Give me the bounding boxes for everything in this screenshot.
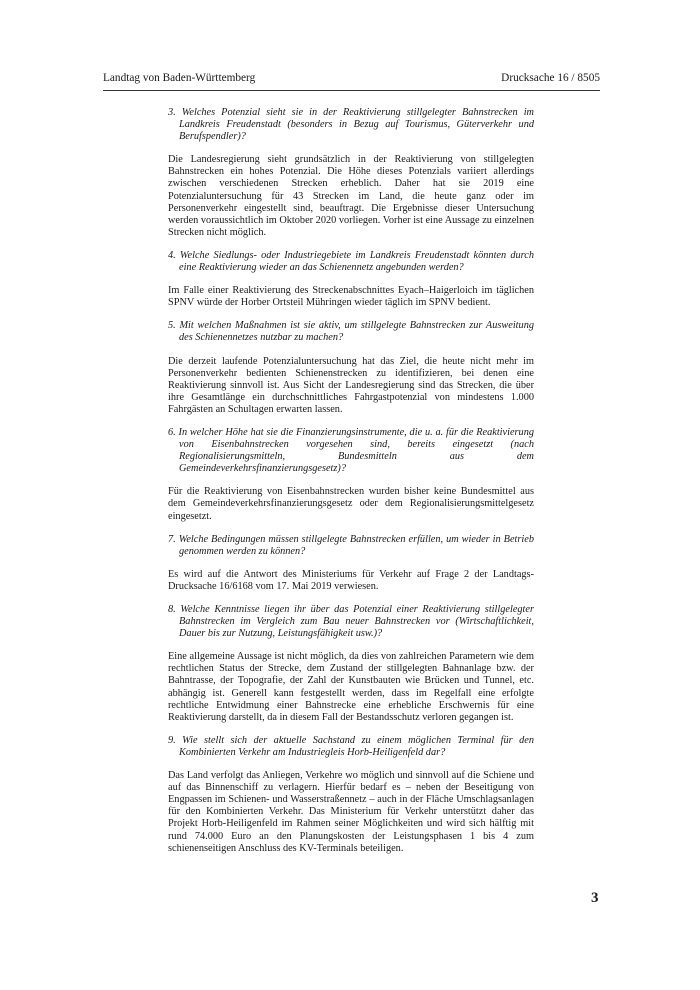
qa-item-4 [168, 250, 534, 309]
question-8: 8. Welche Kenntnisse liegen ihr über das Potenzial einer Reaktivierung stillgelegter Bahnstrecken im Vergleich zum Bau neuer Bahnstrecken vor (Wirtschaftlichkeit, Dauer bis zur Nutzung, Leistungsfähigkeit usw.)? [168, 604, 534, 640]
qa-item-8 [168, 604, 534, 724]
qa-item-6 [168, 427, 534, 523]
answer-4: Im Falle einer Reaktivierung des Streckenabschnittes Eyach–Haigerloich im täglichen SPNV würde der Horber Ortsteil Mühringen wieder täglich im SPNV bedient. [168, 285, 534, 309]
page-number: 3 [591, 890, 599, 906]
qa-item-7 [168, 534, 534, 593]
answer-7: Es wird auf die Antwort des Ministeriums für Verkehr auf Frage 2 der Landtags-Drucksache 16/6168 vom 17. Mai 2019 verwiesen. [168, 568, 534, 592]
qa-item-3 [168, 107, 534, 239]
document-body [168, 107, 534, 866]
question-4: 4. Welche Siedlungs- oder Industriegebiete im Landkreis Freudenstadt könnten durch eine Reaktivierung wieder an das Schienennetz angebunden werden? [168, 249, 534, 274]
qa-item-9 [168, 735, 534, 855]
question-7: 7. Welche Bedingungen müssen stillgelegte Bahnstrecken erfüllen, um wieder in Betrieb genommen werden zu können? [168, 533, 534, 557]
header-right: Drucksache 16 / 8505 [501, 72, 600, 84]
header-left: Landtag von Baden-Württemberg [103, 72, 256, 84]
answer-9: Das Land verfolgt das Anliegen, Verkehre wo möglich und sinnvoll auf die Schiene und auf das Binnenschiff zu verlagern. Hierfür bedarf es – neben der Beseitigung von Engpassen im Schienen- und Wasserstraßennetz – auch in der Fläche Umschlagsanlagen für den Kombinierten Verkehr. Das Ministerium für Verkehr unterstützt daher das Projekt Horb-Heiligenfeld im Rahmen seiner Möglichkeiten und wird sich hälftig mit rund 74.000 Euro an den Planungskosten der Leistungsphasen 1 bis 4 zum schienenseitigen Anschluss des KV-Terminals beteiligen. [168, 770, 534, 854]
question-9: 9. Wie stellt sich der aktuelle Sachstand zu einem möglichen Terminal für den Kombinierten Verkehr am Industriegleis Horb-Heiligenfeld dar? [168, 734, 534, 758]
answer-3: Die Landesregierung sieht grundsätzlich in der Reaktivierung von stillgelegten Bahnstrecken ein hohes Potenzial. Die Höhe dieses Potenzials variiert allerdings zwischen verschiedenen Strecken erheblich. Daher hat sie 2019 eine Potenzialuntersuchung für 43 Strecken im Land, die heute ganz oder im Personenverkehr eingestellt sind, beauftragt. Die Ergebnisse dieser Untersuchung werden voraussichtlich im Oktober 2020 vorliegen. Vorher ist eine Aussage zu einzelnen Strecken nicht möglich. [168, 154, 534, 238]
question-3: 3. Welches Potenzial sieht sie in der Reaktivierung stillgelegter Bahnstrecken im Landkreis Freudenstadt (besonders in Bezug auf Tourismus, Güterverkehr und Berufspendler)? [168, 107, 534, 143]
header-rule [103, 90, 600, 91]
qa-item-5 [168, 320, 534, 416]
answer-6: Für die Reaktivierung von Eisenbahnstrecken wurden bisher keine Bundesmittel aus dem Gemeindeverkehrsfinanzierungsgesetz oder dem Regionalisierungsmittelgesetz eingesetzt. [168, 486, 534, 522]
page-header [103, 71, 600, 85]
question-6: 6. In welcher Höhe hat sie die Finanzierungsinstrumente, die u. a. für die Reaktivierung von Eisenbahnstrecken vorgesehen sind, bereits eingesetzt (nach Regionalisierungsmitteln, Bundesmitteln aus dem Gemeindeverkehrsfinanzierungsgesetz)? [168, 426, 534, 475]
answer-8: Eine allgemeine Aussage ist nicht möglich, da dies von zahlreichen Parametern wie dem rechtlichen Status der Strecke, dem Zustand der stillgelegten Bahnanlage bzw. der Bahntrasse, der Topografie, der Zahl der Kunstbauten wie Brücken und Tunnel, etc. abhängig ist. Generell kann festgestellt werden, dass im Regelfall eine erfolgte rechtliche Entwidmung einer Bahnstrecke eine erhebliche Erschwernis für eine Reaktivierung darstellt, da in diesem Fall der Bestandsschutz verloren gegangen ist. [168, 651, 534, 723]
question-5: 5. Mit welchen Maßnahmen ist sie aktiv, um stillgelegte Bahnstrecken zur Ausweitung des Schienennetzes nutzbar zu machen? [168, 320, 534, 344]
answer-5: Die derzeit laufende Potenzialuntersuchung hat das Ziel, die heute nicht mehr im Personenverkehr bedienten Schienenstrecken zu identifizieren, bei denen eine Reaktivierung sinnvoll ist. Aus Sicht der Landesregierung sind das Strecken, die über ihre Gesamtlänge ein durchschnittliches Fahrgastpotenzial von mindestens 1.000 Fahrgästen an Schultagen erwarten lassen. [168, 355, 534, 415]
